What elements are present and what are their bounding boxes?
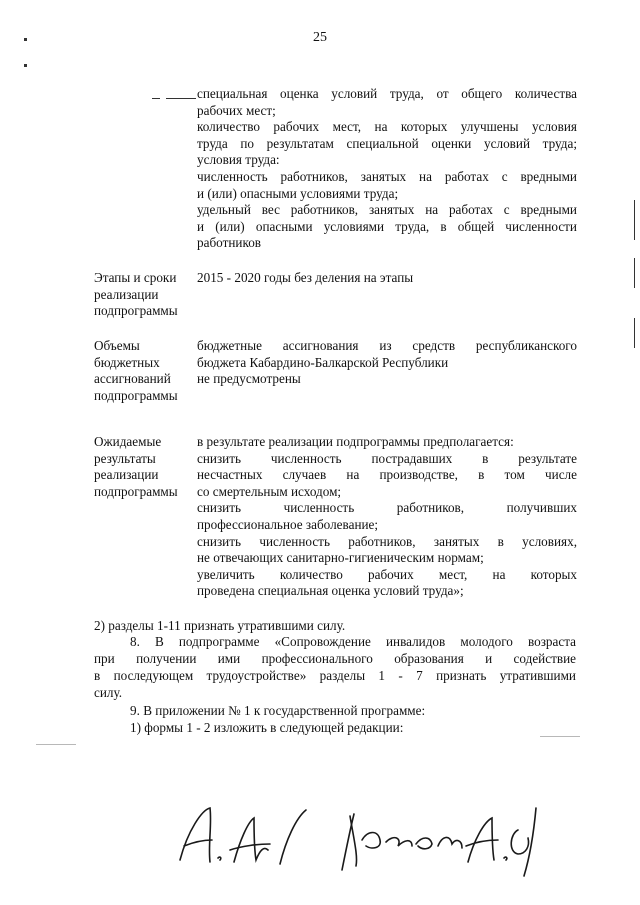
label-line: Этапы и сроки (94, 270, 177, 285)
stages-value (197, 270, 577, 287)
margin-dash (166, 98, 196, 99)
text-line: количество рабочих мест, на которых улучшены условия (197, 119, 577, 135)
text-line: бюджета Кабардино-Балкарской Республики (197, 354, 449, 370)
label-line: подпрограммы (94, 387, 178, 403)
paragraph-8-line: 8. В подпрограмме «Сопровождение инвалидов молодого возраста (130, 634, 576, 649)
paragraph-2-sections: 2) разделы 1-11 признать утратившими силу. (94, 618, 346, 633)
text-line: удельный вес работников, занятых на работах с вредными (197, 202, 577, 218)
paragraph-9: 9. В приложении № 1 к государственной программе: (130, 703, 426, 718)
text-line: рабочих мест; (197, 102, 276, 118)
text-line: не предусмотрены (197, 371, 301, 387)
margin-dash (36, 744, 76, 745)
label-line: подпрограммы (94, 483, 178, 499)
text-line: снизить численность работников, получивших (197, 500, 577, 516)
label-line: результаты (94, 450, 156, 466)
text-line: снизить численность пострадавших в результате (197, 450, 577, 466)
stages-label (94, 270, 194, 320)
results-value (197, 434, 577, 600)
text-line: специальная оценка условий труда, от общего количества (197, 86, 577, 101)
text-line: труда по результатам специальной оценки условий труда; (197, 135, 577, 151)
paragraph-9-item-1: 1) формы 1 - 2 изложить в следующей редакции: (130, 720, 404, 735)
margin-mark (634, 258, 635, 288)
text-line: численность работников, занятых на работах с вредными (197, 168, 577, 184)
signature-right (342, 808, 536, 876)
margin-mark (24, 64, 27, 67)
budget-label (94, 338, 194, 404)
signatures (150, 800, 550, 880)
text-line: снизить численность работников, занятых в условиях, (197, 533, 577, 549)
text-line: не отвечающих санитарно-гигиеническим нормам; (197, 550, 484, 566)
text-line: и (или) опасными условиями труда, в общей численности (197, 218, 577, 234)
label-line: Ожидаемые (94, 434, 162, 449)
text-line: 2015 - 2020 годы без деления на этапы (197, 270, 414, 285)
paragraph-8-line: в последующем трудоустройстве» разделы 1 - 7 признать утратившими (94, 668, 576, 683)
text-line: бюджетные ассигнования из средств республиканского (197, 338, 577, 353)
margin-dash (152, 98, 160, 99)
label-line: бюджетных (94, 354, 160, 370)
label-line: Объемы (94, 338, 140, 353)
paragraph-8-line: силу. (94, 685, 123, 700)
label-line: ассигнований (94, 371, 171, 387)
label-line: реализации (94, 286, 159, 302)
results-label (94, 434, 194, 500)
text-line: профессиональное заболевание; (197, 516, 379, 532)
text-line: условия труда: (197, 152, 280, 168)
text-line: увеличить количество рабочих мест, на которых (197, 566, 577, 582)
text-line: несчастных случаев на производстве, в том числе (197, 467, 577, 483)
label-line: реализации (94, 467, 159, 483)
text-line: и (или) опасными условиями труда; (197, 185, 399, 201)
text-line: со смертельным исходом; (197, 483, 342, 499)
page-number: 25 (313, 30, 327, 45)
margin-mark (634, 318, 635, 348)
label-line: подпрограммы (94, 303, 178, 319)
margin-mark (24, 38, 27, 41)
budget-value (197, 338, 577, 388)
text-line: в результате реализации подпрограммы предполагается: (197, 434, 514, 449)
paragraph-8-line: при получении ими профессионального образования и содействие (94, 651, 576, 666)
continuation-text (197, 86, 577, 252)
signature-left (180, 808, 306, 864)
text-line: проведена специальная оценка условий труда»; (197, 583, 464, 599)
margin-mark (634, 200, 635, 240)
margin-dash (540, 736, 580, 737)
text-line: работников (197, 235, 262, 251)
